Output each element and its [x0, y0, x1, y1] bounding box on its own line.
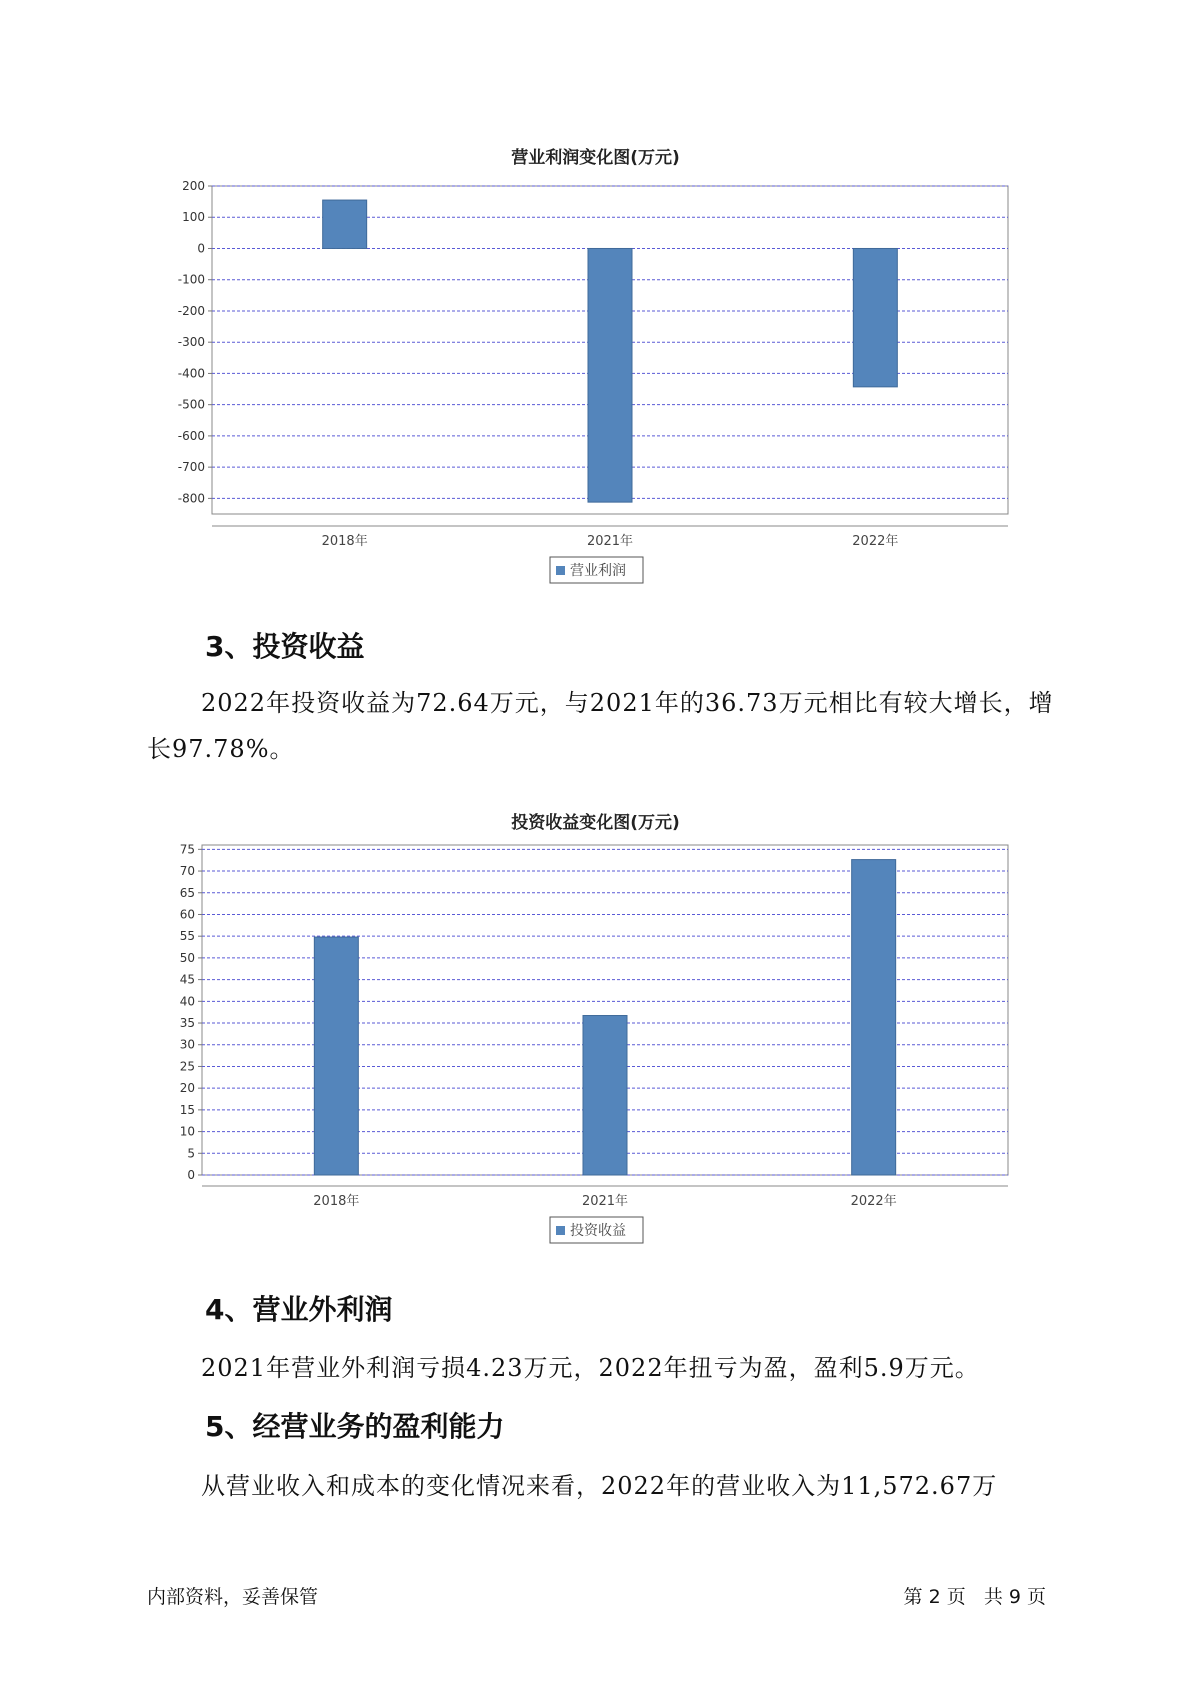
y-tick-label: 30 — [179, 1037, 195, 1052]
y-tick-label: -300 — [177, 335, 205, 350]
y-tick-label: -700 — [177, 460, 205, 475]
bar-2018年 — [314, 937, 358, 1175]
y-tick-label: 55 — [179, 929, 195, 944]
y-tick-label: 40 — [179, 994, 195, 1009]
y-tick-label: 0 — [187, 1168, 195, 1182]
y-tick-label: 100 — [182, 210, 205, 225]
chart2-title: 投资收益变化图(万元) — [511, 813, 680, 833]
y-tick-label: -100 — [177, 272, 205, 287]
y-tick-label: 75 — [179, 842, 195, 857]
x-tick-label: 2022年 — [850, 1194, 897, 1209]
y-tick-label: 65 — [179, 885, 195, 900]
y-tick-label: -400 — [177, 366, 205, 381]
y-tick-label: 70 — [179, 864, 195, 879]
x-tick-label: 2018年 — [321, 534, 368, 549]
section3-heading: 3、投资收益 — [205, 630, 365, 663]
section3-text: 2022年投资收益为72.64万元，与2021年的36.73万元相比有较大增长，增长97.78%。 — [147, 689, 1054, 763]
y-tick-label: 15 — [179, 1102, 195, 1117]
y-tick-label: 45 — [179, 972, 195, 987]
bar-2021年 — [583, 1016, 627, 1175]
y-tick-label: -800 — [177, 491, 205, 506]
chart1-title: 营业利润变化图(万元) — [511, 148, 680, 168]
legend-swatch — [556, 1226, 565, 1235]
x-tick-label: 2021年 — [581, 1194, 629, 1209]
y-tick-label: 50 — [179, 950, 195, 965]
y-tick-label: 25 — [179, 1059, 195, 1074]
section4-text: 2021年营业外利润亏损4.23万元，2022年扭亏为盈，盈利5.9万元。 — [201, 1354, 980, 1382]
y-tick-label: 10 — [179, 1124, 195, 1139]
y-tick-label: -500 — [177, 397, 205, 412]
section5-text: 从营业收入和成本的变化情况来看，2022年的营业收入为11,572.67万 — [201, 1472, 998, 1500]
bar-2022年 — [852, 860, 896, 1175]
x-tick-label: 2018年 — [313, 1194, 360, 1209]
x-tick-label: 2021年 — [586, 534, 634, 549]
y-tick-label: -600 — [177, 428, 205, 443]
y-tick-label: 60 — [179, 907, 195, 922]
legend-label: 投资收益 — [570, 1223, 626, 1239]
section4-heading: 4、营业外利润 — [205, 1293, 393, 1326]
footer-right: 第 2 页 共 9 页 — [903, 1586, 1046, 1608]
y-tick-label: 20 — [179, 1081, 195, 1096]
y-tick-label: 200 — [182, 179, 205, 193]
y-tick-label: 35 — [179, 1016, 195, 1031]
y-tick-label: 5 — [187, 1146, 195, 1161]
x-tick-label: 2022年 — [852, 534, 899, 549]
y-tick-label: 0 — [197, 241, 205, 256]
legend-label: 营业利润 — [570, 563, 626, 579]
y-tick-label: -200 — [177, 303, 205, 318]
footer-left: 内部资料，妥善保管 — [147, 1586, 319, 1608]
section5-heading: 5、经营业务的盈利能力 — [205, 1410, 505, 1443]
